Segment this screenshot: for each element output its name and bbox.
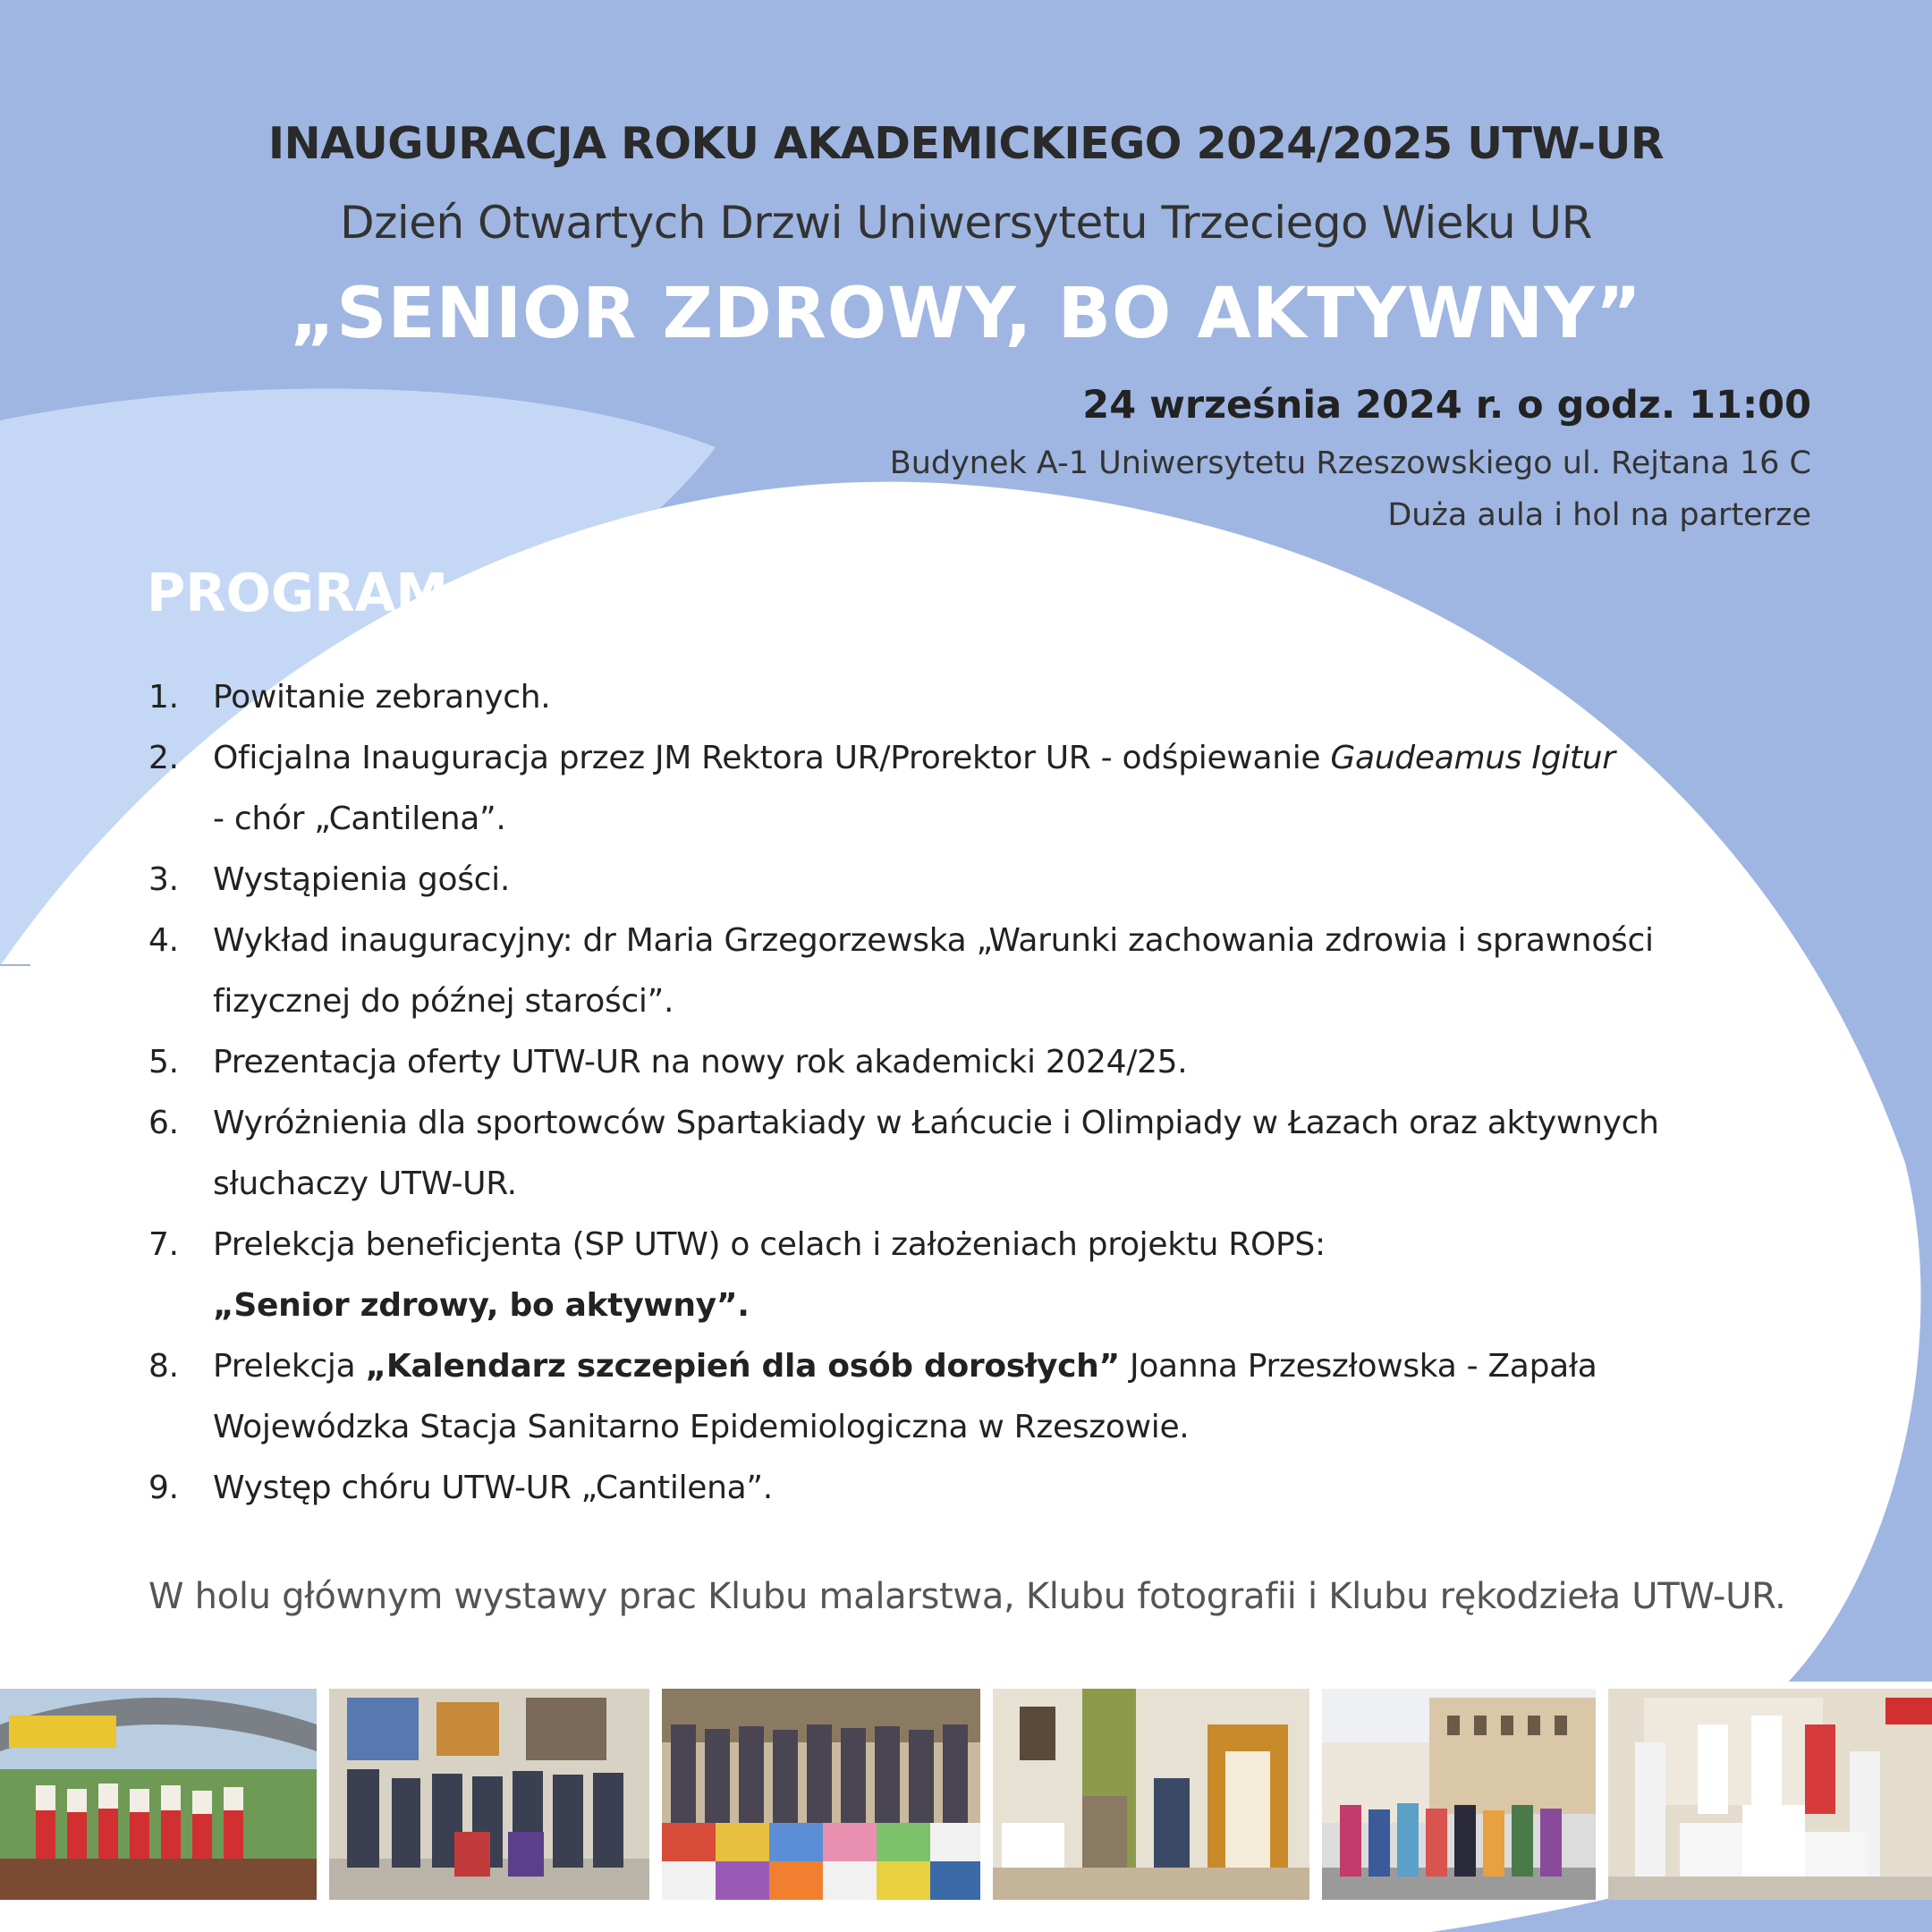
item-text: Wyróżnienia dla sportowców Spartakiady w Łańcucie i Olimpiady w Łazach oraz aktywnych bbox=[213, 1105, 1659, 1141]
item-text-italic: Gaudeamus Igitur bbox=[1330, 740, 1615, 776]
event-hall: Duża aula i hol na parterze bbox=[1387, 497, 1811, 533]
item-text: Powitanie zebranych. bbox=[213, 679, 551, 716]
photo-sports-podium bbox=[1608, 1689, 1932, 1900]
item-text: Prelekcja bbox=[213, 1348, 366, 1385]
item-text-bold: „Kalendarz szczepień dla osób dorosłych” bbox=[365, 1348, 1120, 1385]
photo-group-gallery bbox=[329, 1689, 649, 1900]
item-text: Prelekcja beneficjenta (SP UTW) o celach i założeniach projektu ROPS: bbox=[213, 1226, 1326, 1263]
footer-note: W holu głównym wystawy prac Klubu malarstwa, Klubu fotografii i Klubu rękodzieła UTW-UR. bbox=[148, 1576, 1786, 1617]
program-item bbox=[148, 911, 1741, 1032]
item-text-continued: - chór „Cantilena”. bbox=[213, 801, 506, 837]
right-fold-mark bbox=[1902, 964, 1932, 966]
item-text: Prezentacja oferty UTW-UR na nowy rok akademicki 2024/25. bbox=[213, 1044, 1188, 1080]
item-number: 8. bbox=[148, 1348, 179, 1385]
item-number: 1. bbox=[148, 679, 179, 716]
item-number: 3. bbox=[148, 861, 179, 898]
item-number: 2. bbox=[148, 740, 179, 776]
program-heading: PROGRAM bbox=[147, 562, 449, 623]
item-text: Występ chóru UTW-UR „Cantilena”. bbox=[213, 1470, 773, 1506]
item-text: Wystąpienia gości. bbox=[213, 861, 510, 898]
item-number: 4. bbox=[148, 922, 179, 959]
photo-group-historic-square bbox=[1322, 1689, 1596, 1900]
program-item bbox=[148, 728, 1741, 850]
item-text-continued: Wojewódzka Stacja Sanitarno Epidemiologiczna w Rzeszowie. bbox=[213, 1409, 1190, 1445]
item-text-speaker: Joanna Przeszłowska - Zapała bbox=[1119, 1348, 1597, 1385]
event-date: 24 września 2024 r. o godz. 11:00 bbox=[1082, 383, 1811, 428]
item-text: Oficjalna Inauguracja przez JM Rektora UR/Prorektor UR - odśpiewanie bbox=[213, 740, 1331, 776]
item-number: 6. bbox=[148, 1105, 179, 1141]
program-item bbox=[148, 667, 1741, 728]
photo-photography-club bbox=[993, 1689, 1309, 1900]
item-text-continued: fizycznej do późnej starości”. bbox=[213, 983, 674, 1020]
program-item bbox=[148, 1458, 1741, 1519]
item-number: 9. bbox=[148, 1470, 179, 1506]
program-item bbox=[148, 1336, 1741, 1458]
program-item bbox=[148, 1032, 1741, 1093]
event-title: INAUGURACJA ROKU AKADEMICKIEGO 2024/2025 UTW-UR bbox=[267, 118, 1665, 169]
program-list bbox=[148, 667, 1741, 1519]
program-item bbox=[148, 1215, 1741, 1336]
program-item bbox=[148, 1093, 1741, 1215]
photo-art-exhibition bbox=[662, 1689, 980, 1900]
item-number: 5. bbox=[148, 1044, 179, 1080]
item-text-bold: „Senior zdrowy, bo aktywny”. bbox=[213, 1287, 750, 1324]
event-slogan: „SENIOR ZDROWY, BO AKTYWNY” bbox=[289, 274, 1643, 354]
item-number: 7. bbox=[148, 1226, 179, 1263]
photo-choir-outdoor bbox=[0, 1689, 317, 1900]
event-place: Budynek A-1 Uniwersytetu Rzeszowskiego ul. Rejtana 16 C bbox=[889, 445, 1811, 481]
event-subtitle: Dzień Otwartych Drzwi Uniwersytetu Trzeciego Wieku UR bbox=[340, 197, 1592, 249]
program-item bbox=[148, 850, 1741, 911]
left-fold-mark bbox=[0, 964, 30, 966]
item-text: Wykład inauguracyjny: dr Maria Grzegorzewska „Warunki zachowania zdrowia i sprawności bbox=[213, 922, 1654, 959]
item-text-continued: słuchaczy UTW-UR. bbox=[213, 1165, 517, 1202]
photo-gallery bbox=[0, 1689, 1932, 1900]
